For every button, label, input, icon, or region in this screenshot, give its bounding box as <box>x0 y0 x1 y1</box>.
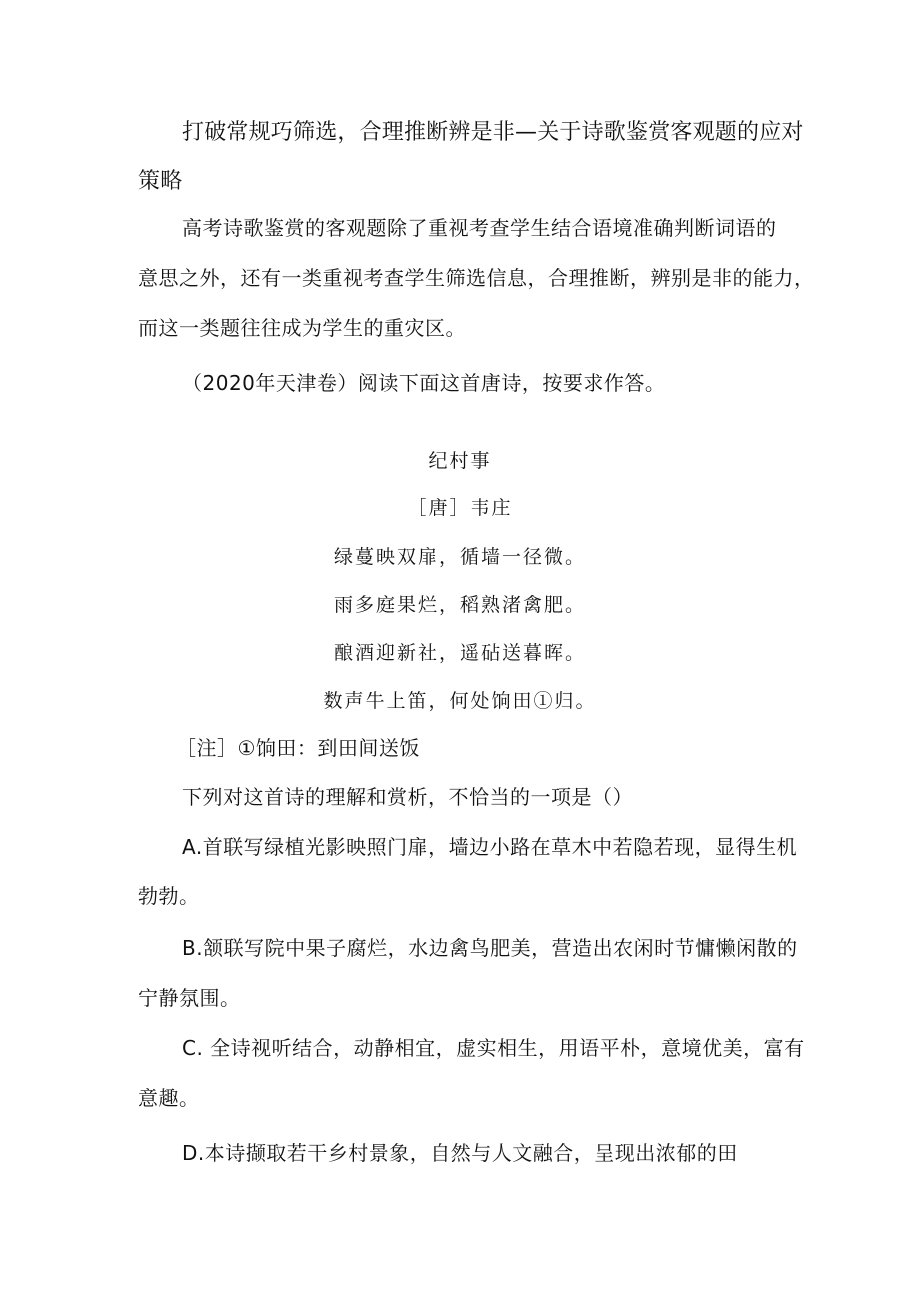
poem-line-4: 数声牛上笛，何处饷田①归。 <box>323 690 597 712</box>
poem-annotation: ［注］①饷田：到田间送饭 <box>176 736 420 760</box>
option-c-line-1: C. 全诗视听结合，动静相宜，虚实相生，用语平朴，意境优美，富有 <box>182 1036 805 1060</box>
option-d-line-1: D.本诗撷取若干乡村景象，自然与人文融合，呈现出浓郁的田 <box>182 1141 738 1165</box>
intro-paragraph-line-1: 高考诗歌鉴赏的客观题除了重视考查学生结合语境准确判断词语的 <box>182 216 777 240</box>
intro-paragraph-line-2: 意思之外，还有一类重视考查学生筛选信息，合理推断，辨别是非的能力， <box>138 266 815 290</box>
article-title-line-1: 打破常规巧筛选，合理推断辨是非—关于诗歌鉴赏客观题的应对 <box>182 120 804 145</box>
poem-line-2: 雨多庭果烂，稻熟渚禽肥。 <box>333 594 586 616</box>
option-c-line-2: 意趣。 <box>138 1086 200 1110</box>
option-b-line-2: 宁静氛围。 <box>138 986 241 1010</box>
option-a-line-2: 勃勃。 <box>138 884 200 908</box>
poem-line-3: 酿酒迎新社，遥砧送暮晖。 <box>333 642 586 664</box>
poem-title: 纪村事 <box>428 450 492 472</box>
exam-source-line: （2020年天津卷）阅读下面这首唐诗，按要求作答。 <box>182 371 666 395</box>
intro-paragraph-line-3: 而这一类题往往成为学生的重灾区。 <box>138 316 466 340</box>
poem-author: ［唐］韦庄 <box>407 497 513 519</box>
question-stem: 下列对这首诗的理解和赏析，不恰当的一项是（） <box>182 785 633 809</box>
article-title-line-2: 策略 <box>138 169 183 194</box>
poem-line-1: 绿蔓映双扉，循墙一径微。 <box>333 546 586 568</box>
option-a-line-1: A.首联写绿植光影映照门扉，墙边小路在草木中若隐若现，显得生机 <box>182 835 798 859</box>
option-b-line-1: B.颔联写院中果子腐烂，水边禽鸟肥美，营造出农闲时节慵懒闲散的 <box>182 936 798 960</box>
